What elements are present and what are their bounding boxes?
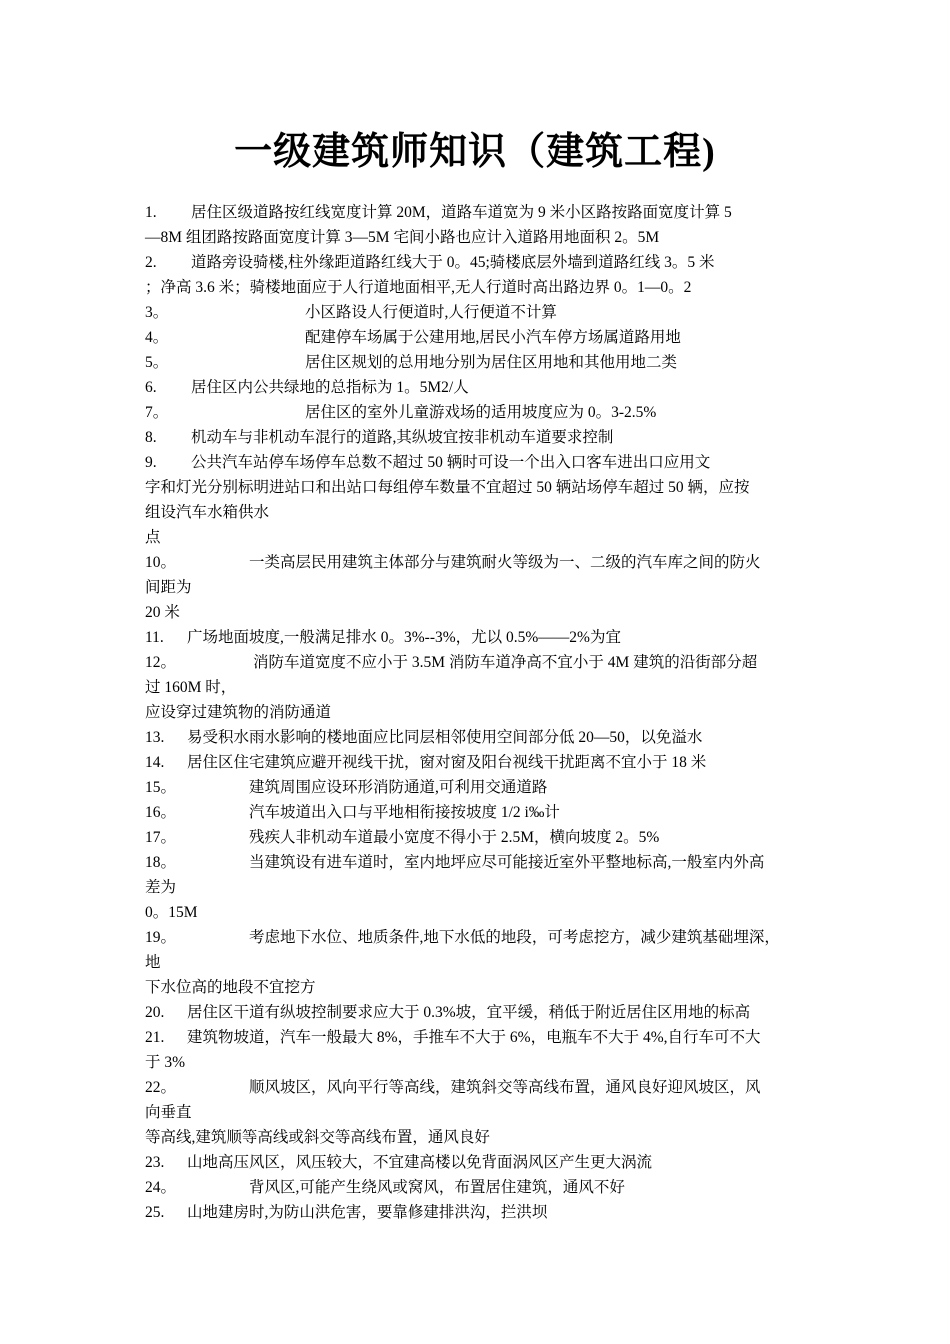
item-number: 1. (145, 204, 157, 221)
document-title: 一级建筑师知识（建筑工程) (234, 131, 716, 173)
item-text: 居住区的室外儿童游戏场的适用坡度应为 0。3-2.5% (305, 404, 657, 421)
item-number: 17。 (145, 829, 177, 846)
item-text: 当建筑设有进车道时，室内地坪应尽可能接近室外平整地标高,一般室内外高 (249, 854, 765, 871)
list-item (145, 400, 825, 425)
list-item (145, 825, 825, 850)
item-number: 22。 (145, 1079, 177, 1096)
item-text: 于 3% (145, 1054, 186, 1071)
list-item-continuation (145, 600, 825, 625)
item-number: 8. (145, 429, 157, 446)
item-number: 9. (145, 454, 157, 471)
item-text: 机动车与非机动车混行的道路,其纵坡宜按非机动车道要求控制 (191, 429, 614, 446)
list-item-continuation (145, 575, 825, 600)
item-text: 汽车坡道出入口与平地相衔接按坡度 1/2 i‰计 (249, 804, 560, 821)
item-number: 6. (145, 379, 157, 396)
item-number: 13. (145, 729, 165, 746)
list-item-continuation (145, 525, 825, 550)
item-text: 山地高压风区，风压较大，不宜建高楼以免背面涡风区产生更大涡流 (187, 1154, 653, 1171)
list-item-continuation (145, 1100, 825, 1125)
item-text: 道路旁设骑楼,柱外缘距道路红线大于 0。45;骑楼底层外墙到道路红线 3。5 米 (191, 254, 715, 271)
list-item (145, 725, 825, 750)
list-item (145, 300, 825, 325)
item-number: 10。 (145, 554, 177, 571)
list-item-continuation (145, 475, 825, 500)
list-item (145, 625, 825, 650)
item-number: 24。 (145, 1179, 177, 1196)
item-text: 居住区级道路按红线宽度计算 20M，道路车道宽为 9 米小区路按路面宽度计算 5 (191, 204, 732, 221)
list-item (145, 1175, 825, 1200)
item-text: 残疾人非机动车道最小宽度不得小于 2.5M，横向坡度 2。5% (249, 829, 660, 846)
list-item (145, 425, 825, 450)
item-text: 过 160M 时， (145, 679, 237, 696)
item-text: —8M 组团路按路面宽度计算 3—5M 宅间小路也应计入道路用地面积 2。5M (145, 229, 660, 246)
item-text: 居住区内公共绿地的总指标为 1。5M2/人 (191, 379, 469, 396)
list-item (145, 550, 825, 575)
item-text: 点 (145, 529, 161, 546)
item-text: 组设汽车水箱供水 (145, 504, 270, 521)
item-number: 20. (145, 1004, 165, 1021)
item-text: 小区路设人行便道时,人行便道不计算 (305, 304, 557, 321)
item-number: 19。 (145, 929, 177, 946)
list-item (145, 250, 825, 275)
item-text: ；净高 3.6 米；骑楼地面应于人行道地面相平,无人行道时高出路边界 0。1—0。2 (145, 279, 692, 296)
list-item-continuation (145, 675, 825, 700)
item-number: 14. (145, 754, 165, 771)
list-item-continuation (145, 225, 825, 250)
list-item (145, 375, 825, 400)
item-number: 2. (145, 254, 157, 271)
item-text: 建筑周围应设环形消防通道,可利用交通道路 (249, 779, 548, 796)
list-item (145, 350, 825, 375)
item-number: 18。 (145, 854, 177, 871)
item-text: 差为 (145, 879, 177, 896)
item-number: 3。 (145, 304, 169, 321)
list-item (145, 775, 825, 800)
item-number: 25. (145, 1204, 165, 1221)
item-text: 消防车道宽度不应小于 3.5M 消防车道净高不宜小于 4M 建筑的沿街部分超 (253, 654, 758, 671)
list-item-continuation (145, 700, 825, 725)
list-item-continuation (145, 950, 825, 975)
item-text: 一类高层民用建筑主体部分与建筑耐火等级为一、二级的汽车库之间的防火 (249, 554, 761, 571)
list-item-continuation (145, 1125, 825, 1150)
list-item (145, 800, 825, 825)
list-item (145, 1150, 825, 1175)
item-text: 背风区,可能产生绕风或窝风，布置居住建筑，通风不好 (249, 1179, 625, 1196)
item-number: 21. (145, 1029, 165, 1046)
item-text: 20 米 (145, 604, 180, 621)
item-text: 下水位高的地段不宜挖方 (145, 979, 316, 996)
item-text: 间距为 (145, 579, 192, 596)
item-text: 居住区规划的总用地分别为居住区用地和其他用地二类 (305, 354, 678, 371)
list-item (145, 650, 825, 675)
item-number: 12。 (145, 654, 177, 671)
item-text: 配建停车场属于公建用地,居民小汽车停方场属道路用地 (305, 329, 681, 346)
item-text: 居住区住宅建筑应避开视线干扰，窗对窗及阳台视线干扰距离不宜小于 18 米 (187, 754, 707, 771)
list-item (145, 200, 825, 225)
item-text: 居住区干道有纵坡控制要求应大于 0.3%坡，宜平缓，稍低于附近居住区用地的标高 (187, 1004, 751, 1021)
item-text: 易受积水雨水影响的楼地面应比同层相邻使用空间部分低 20—50，以免溢水 (187, 729, 703, 746)
item-text: 顺风坡区，风向平行等高线，建筑斜交等高线布置，通风良好迎风坡区，风 (249, 1079, 761, 1096)
item-text: 山地建房时,为防山洪危害，要靠修建排洪沟，拦洪坝 (187, 1204, 548, 1221)
list-item-continuation (145, 875, 825, 900)
item-text: 公共汽车站停车场停车总数不超过 50 辆时可设一个出入口客车进出口应用文 (191, 454, 711, 471)
list-item-continuation (145, 900, 825, 925)
list-item (145, 925, 825, 950)
item-text: 广场地面坡度,一般满足排水 0。3%--3%，尤以 0.5%——2%为宜 (187, 629, 621, 646)
item-text: 考虑地下水位、地质条件,地下水低的地段，可考虑挖方，减少建筑基础埋深， (249, 929, 780, 946)
item-number: 15。 (145, 779, 177, 796)
item-number: 5。 (145, 354, 169, 371)
list-item-continuation (145, 975, 825, 1000)
list-item (145, 1075, 825, 1100)
list-item (145, 1000, 825, 1025)
list-item-continuation (145, 1050, 825, 1075)
list-item (145, 1200, 825, 1225)
item-text: 等高线,建筑顺等高线或斜交等高线布置，通风良好 (145, 1129, 490, 1146)
item-text: 建筑物坡道，汽车一般最大 8%，手推车不大于 6%，电瓶车不大于 4%,自行车可不大 (187, 1029, 761, 1046)
item-number: 4。 (145, 329, 169, 346)
item-number: 23. (145, 1154, 165, 1171)
list-item (145, 1025, 825, 1050)
list-item-continuation (145, 275, 825, 300)
item-text: 0。15M (145, 904, 198, 921)
list-item-continuation (145, 500, 825, 525)
item-number: 7。 (145, 404, 169, 421)
item-text: 向垂直 (145, 1104, 192, 1121)
item-text: 地 (145, 954, 161, 971)
list-item (145, 450, 825, 475)
item-text: 字和灯光分别标明进站口和出站口每组停车数量不宜超过 50 辆站场停车超过 50 辆，应按 (145, 479, 750, 496)
list-item (145, 325, 825, 350)
list-item (145, 850, 825, 875)
document-body (145, 200, 825, 1225)
list-item (145, 750, 825, 775)
item-text: 应设穿过建筑物的消防通道 (145, 704, 332, 721)
item-number: 11. (145, 629, 164, 646)
item-number: 16。 (145, 804, 177, 821)
